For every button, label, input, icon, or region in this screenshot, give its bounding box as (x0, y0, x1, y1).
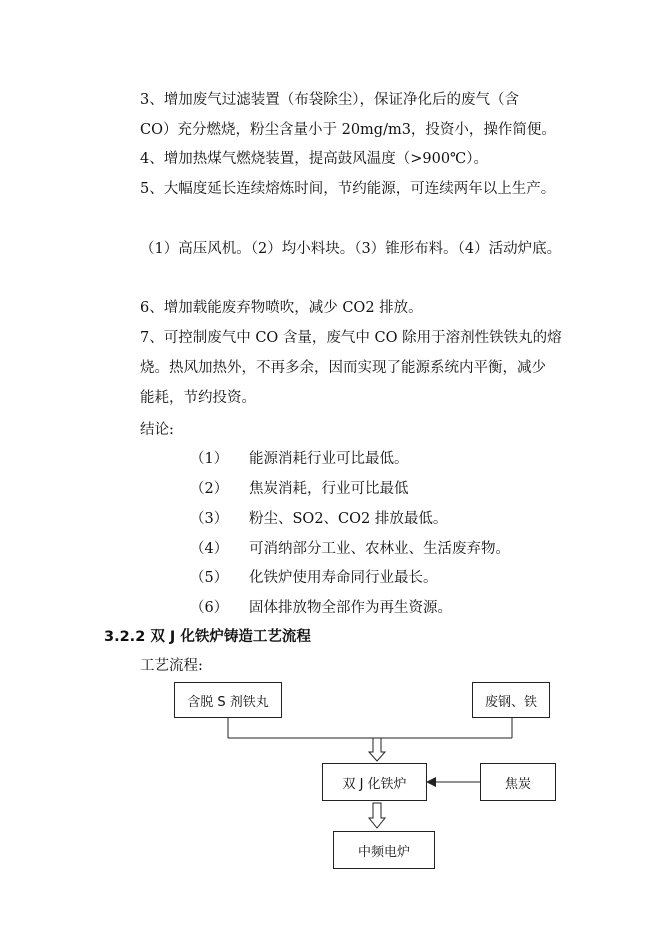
conclusion-item-number: （6） (190, 600, 229, 616)
conclusion-item-text: 固体排放物全部作为再生资源。 (249, 600, 452, 616)
conclusion-item-number: （3） (190, 511, 229, 527)
down-arrow-to-furnace (369, 738, 385, 761)
conclusion-item-text: 能源消耗行业可比最低。 (249, 451, 409, 467)
conclusion-item-text: 粉尘、SO2、CO2 排放最低。 (249, 511, 448, 527)
features-line: （1）高压风机。（2）均小料块。（3）锥形布料。（4）活动炉底。 (140, 241, 562, 257)
flow-label: 工艺流程: (140, 658, 203, 674)
conclusion-item-number: （2） (190, 481, 229, 497)
conclusion-item-text: 化铁炉使用寿命同行业最长。 (249, 570, 438, 586)
conclusion-item-text: 可消纳部分工业、农林业、生活废弃物。 (249, 541, 510, 557)
paragraph-3-line-2: CO）充分燃烧，粉尘含量小于 20mg/m3，投资小，操作简便。 (140, 122, 556, 138)
paragraph-6: 6、增加载能废弃物喷吹，减少 CO2 排放。 (140, 300, 423, 316)
paragraph-7-line-1: 7、可控制废气中 CO 含量，废气中 CO 除用于溶剂性铁铁丸的熔 (140, 330, 562, 346)
paragraph-3-line-1: 3、增加废气过滤装置（布袋除尘），保证净化后的废气（含 (140, 92, 519, 108)
coke-arrowhead (426, 777, 436, 787)
flow-box-furnace: 双 J 化铁炉 (322, 763, 427, 801)
down-arrow-to-electric (369, 803, 385, 828)
flow-box-scrap-steel: 废钢、铁 (472, 682, 550, 718)
conclusion-label: 结论: (140, 422, 174, 438)
conclusion-item-text: 焦炭消耗，行业可比最低 (249, 481, 409, 497)
paragraph-5: 5、大幅度延长连续熔炼时间，节约能源，可连续两年以上生产。 (140, 181, 556, 197)
flow-box-desulfurizer-pellets: 含脱 S 剂铁丸 (174, 682, 282, 718)
flow-box-electric-furnace: 中频电炉 (333, 831, 435, 869)
conclusion-item-number: （5） (190, 570, 229, 586)
conclusion-item-number: （1） (190, 451, 229, 467)
conclusion-item-number: （4） (190, 541, 229, 557)
section-heading: 3.2.2 双 J 化铁炉铸造工艺流程 (104, 629, 311, 645)
paragraph-7-line-2: 烧。热风加热外，不再多余，因而实现了能源系统内平衡，减少 (140, 360, 546, 376)
paragraph-4: 4、增加热煤气燃烧装置，提高鼓风温度（>900℃）。 (140, 151, 489, 167)
paragraph-7-line-3: 能耗，节约投资。 (140, 390, 256, 406)
flow-box-coke: 焦炭 (480, 763, 556, 801)
